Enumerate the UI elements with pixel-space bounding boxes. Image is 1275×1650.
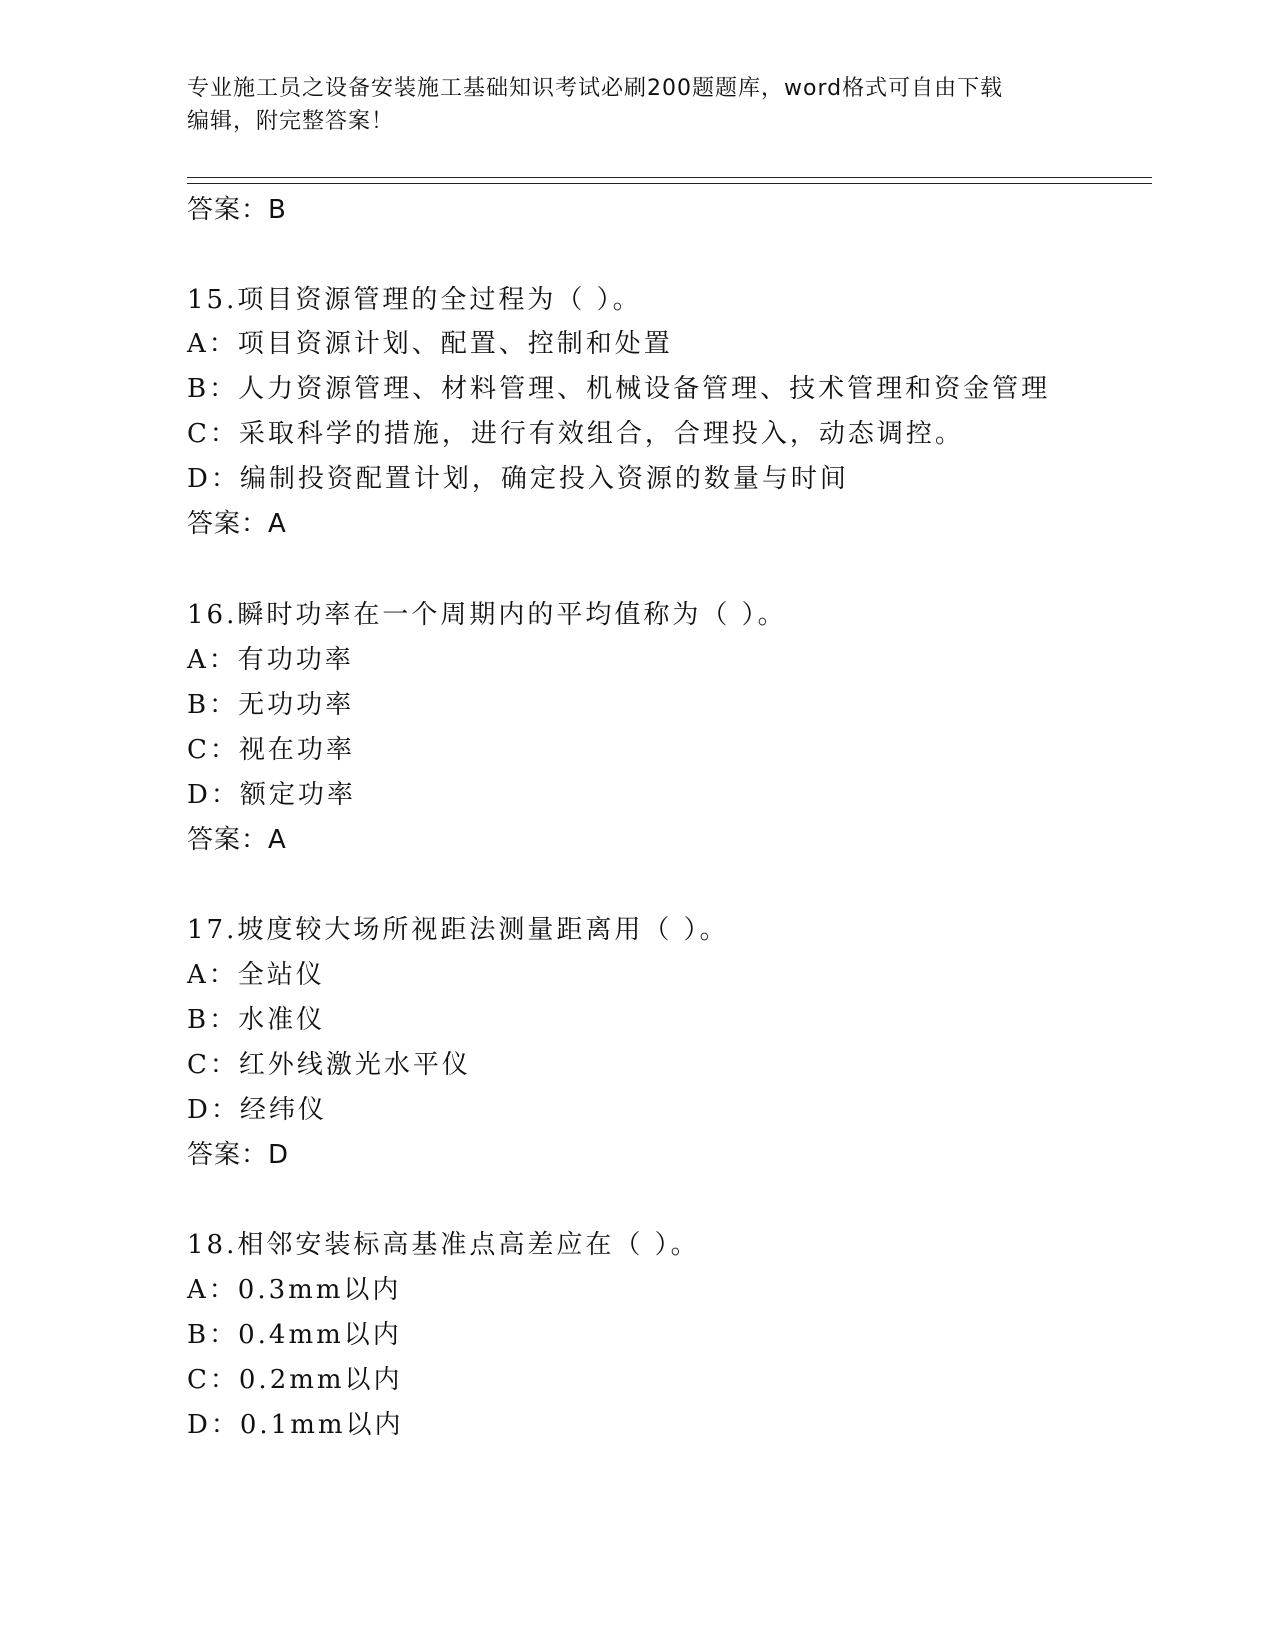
question-18-option-b: B：0.4mm以内: [187, 1320, 402, 1350]
question-15-stem: 15.项目资源管理的全过程为（ ）。: [187, 285, 642, 315]
question-16-option-b: B：无功功率: [187, 690, 355, 720]
question-17-stem: 17.坡度较大场所视距法测量距离用（ ）。: [187, 915, 729, 945]
question-15-option-b: B：人力资源管理、材料管理、机械设备管理、技术管理和资金管理: [187, 374, 1051, 404]
question-18-option-d: D：0.1mm以内: [187, 1410, 404, 1440]
header-line-2: 编辑，附完整答案！: [187, 109, 395, 134]
previous-answer: 答案：B: [187, 195, 287, 225]
question-17-answer: 答案：D: [187, 1140, 290, 1170]
question-15-option-c: C：采取科学的措施，进行有效组合，合理投入，动态调控。: [187, 419, 964, 449]
question-16-option-d: D：额定功率: [187, 780, 356, 810]
document-header: [187, 72, 1067, 138]
question-17-option-d: D：经纬仪: [187, 1095, 327, 1125]
question-15-option-a: A：项目资源计划、配置、控制和处置: [187, 329, 673, 359]
question-17-option-a: A：全站仪: [187, 960, 325, 990]
question-15-option-d: D：编制投资配置计划，确定投入资源的数量与时间: [187, 464, 849, 494]
question-17-option-c: C：红外线激光水平仪: [187, 1050, 471, 1080]
question-15-answer: 答案：A: [187, 509, 287, 539]
header-divider-top: [187, 177, 1152, 178]
question-18-option-c: C：0.2mm以内: [187, 1365, 403, 1395]
question-17-option-b: B：水准仪: [187, 1005, 326, 1035]
question-18-option-a: A：0.3mm以内: [187, 1275, 402, 1305]
question-16-answer: 答案：A: [187, 825, 287, 855]
question-16-stem: 16.瞬时功率在一个周期内的平均值称为（ ）。: [187, 600, 787, 630]
header-line-1: 专业施工员之设备安装施工基础知识考试必刷200题题库，word格式可自由下载: [187, 76, 1004, 101]
question-16-option-c: C：视在功率: [187, 735, 355, 765]
header-divider-bottom: [187, 183, 1152, 184]
question-18-stem: 18.相邻安装标高基准点高差应在（ ）。: [187, 1230, 700, 1260]
question-16-option-a: A：有功功率: [187, 645, 354, 675]
